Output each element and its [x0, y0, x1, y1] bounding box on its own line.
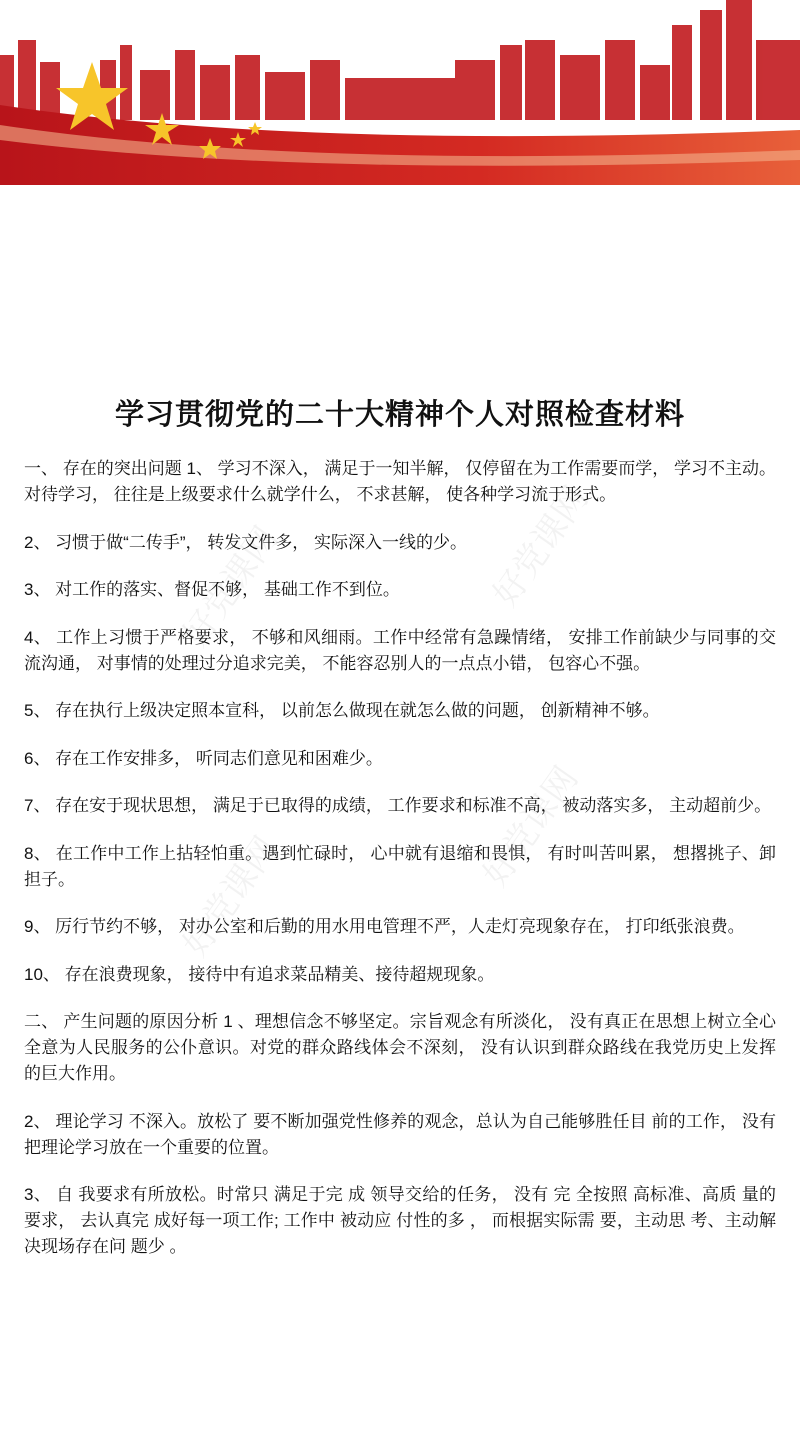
watermark: 好党课网 [486, 479, 596, 614]
city-skyline [0, 0, 800, 125]
paragraph: 一、 存在的突出问题 1、 学习不深入， 满足于一知半解， 仅停留在为工作需要而学， 学习不主动。对待学习， 往往是上级要求什么就学什么， 不求甚解， 使各种学习流于形式。 [24, 459, 776, 504]
paragraph: 5、 存在执行上级决定照本宣科， 以前怎么做现在就怎么做的问题， 创新精神不够。 [24, 701, 660, 720]
header-banner-skyline [0, 0, 800, 185]
paragraph: 3、 自 我要求有所放松。时常只 满足于完 成 领导交给的任务， 没有 完 全按照 高标准、高质 量的 要求， 去认真完 成好每一项工作; 工作中 被动应 付性的多 ， 而根据实际需 要，主动思 考、主动解决现场存在问 题少 。 [24, 1185, 776, 1256]
paragraph: 2、 习惯于做“二传手”， 转发文件多， 实际深入一线的少。 [24, 532, 467, 552]
paragraph: 二、 产生问题的原因分析 1 、理想信念不够坚定。宗旨观念有所淡化， 没有真正在思想上树立全心全意为人民服务的公仆意识。对党的群众路线体会不深刻， 没有认识到群众路线在我党历史上发挥的巨大作用。 [24, 1012, 776, 1083]
paragraph: 3、 对工作的落实、督促不够， 基础工作不到位。 [24, 580, 400, 599]
paragraph: 8、 在工作中工作上拈轻怕重。遇到忙碌时， 心中就有退缩和畏惧， 有时叫苦叫累， 想撂挑子、卸担子。 [24, 843, 776, 889]
watermark: 好党课网 [476, 759, 586, 894]
paragraph: 6、 存在工作安排多， 听同志们意见和困难少。 [24, 748, 383, 768]
paragraph: 9、 厉行节约不够， 对办公室和后勤的用水用电管理不严，人走灯亮现象存在， 打印纸张浪费。 [24, 917, 745, 936]
document-body [24, 456, 776, 1282]
watermark: 好党课网 [176, 829, 286, 964]
paragraph: 2、 理论学习 不深入。放松了 要不断加强党性修养的观念，总认为自己能够胜任目 前的工作， 没有把理论学习放在一个重要的位置。 [24, 1111, 776, 1157]
document-title: 学习贯彻党的二十大精神个人对照检查材料 [114, 399, 685, 431]
paragraph: 4、 工作上习惯于严格要求， 不够和风细雨。工作中经常有急躁情绪， 安排工作前缺少与同事的交流沟通， 对事情的处理过分追求完美， 不能容忍别人的一点点小错， 包容心不强。 [24, 627, 776, 673]
watermark: 好党课网 [176, 519, 286, 654]
paragraph: 7、 存在安于现状思想， 满足于已取得的成绩， 工作要求和标准不高， 被动落实多， 主动超前少。 [24, 796, 772, 815]
paragraph: 10、 存在浪费现象， 接待中有追求菜品精美、接待超规现象。 [24, 964, 495, 984]
